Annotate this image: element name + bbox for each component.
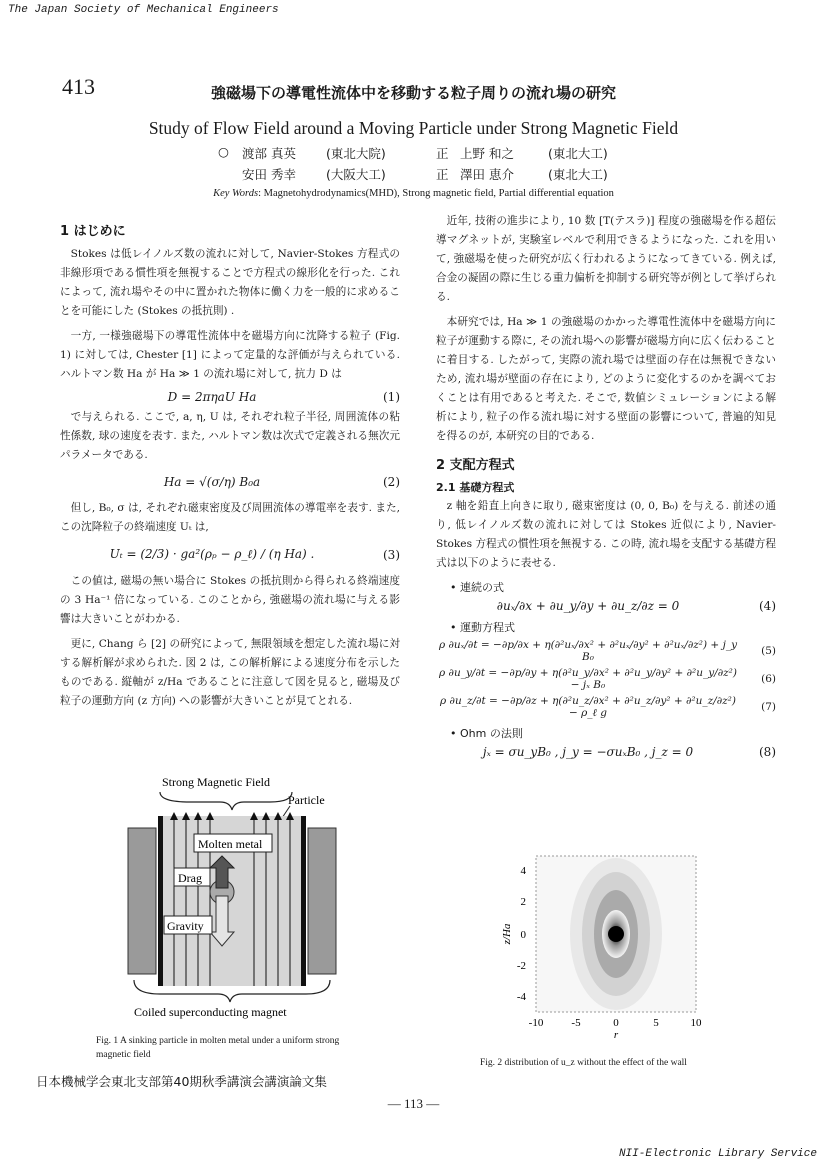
equation-8 [436, 745, 776, 759]
magnet-left [128, 828, 156, 974]
equation-body: ρ ∂u_y/∂t = −∂p/∂y + η(∂²u_y/∂x² + ∂²u_y/∂y² + ∂²u_y/∂z²) − jₓ B₀ [439, 667, 737, 691]
equation-6 [436, 667, 776, 691]
equation-2 [60, 475, 400, 489]
paper-number: 413 [62, 74, 95, 99]
equation-number: (5) [761, 645, 776, 657]
equation-number: (6) [761, 673, 776, 685]
equation-number: (1) [383, 390, 400, 404]
y-tick: -2 [516, 960, 526, 972]
author-name: 安田 秀幸 [242, 167, 296, 182]
x-tick: 5 [653, 1017, 659, 1029]
equation-body: ∂uₓ/∂x + ∂u_y/∂y + ∂u_z/∂z = 0 [496, 599, 680, 613]
proceedings-title: 日本機械学会東北支部第40期秋季講演会講演論文集 [36, 1074, 327, 1089]
author-name: 澤田 恵介 [460, 167, 514, 182]
figure-1-caption: Fig. 1 A sinking particle in molten metal under a uniform strong magnetic field [96, 1036, 340, 1060]
x-axis-label: r [613, 1029, 619, 1040]
page-number: — 113 — [387, 1096, 440, 1111]
paragraph: 更に, Chang ら [2] の研究によって, 無限領域を想定した流れ場に対する解析解が求められた. 図 2 は, この解析解による速度分布を示したものである. 縦軸が z/Ha であることに注意して図を見ると, 磁場及び粒子の運動方向 (z 方向) への影響が大きいことが見てとれる. [60, 638, 400, 707]
equation-7 [436, 695, 776, 719]
fig1-label-magnet: Coiled superconducting magnet [134, 1005, 287, 1019]
equation-body: ρ ∂uₓ/∂t = −∂p/∂x + η(∂²uₓ/∂x² + ∂²uₓ/∂y² + ∂²uₓ/∂z²) + j_y B₀ [438, 639, 738, 663]
fig1-label-field: Strong Magnetic Field [162, 775, 270, 789]
author-affiliation: (東北大院) [326, 146, 386, 161]
running-header: The Japan Society of Mechanical Engineers [8, 4, 279, 16]
bullet-continuity: • 連続の式 [450, 581, 504, 594]
particle-marker [608, 926, 624, 942]
author-affiliation: (大阪大工) [326, 167, 386, 182]
figure-1-diagram [120, 772, 350, 1022]
author-list [218, 144, 608, 183]
right-column [436, 212, 776, 763]
author-affiliation: (東北大工) [548, 167, 608, 182]
subsection-heading: 2.1 基礎方程式 [436, 481, 515, 494]
equation-1 [60, 390, 400, 404]
equation-body: Uₜ = (2/3) · ga²(ρₚ − ρ_ℓ) / (η Ha) . [109, 547, 315, 561]
fig1-label-drag: Drag [178, 871, 202, 885]
crucible-wall-right [301, 816, 306, 986]
paragraph: 本研究では, Ha ≫ 1 の強磁場のかかった導電性流体中を磁場方向に粒子が運動する際に, その流れ場への影響が磁場方向に広く伝わることに着目する. したがって, 実際の流れ場では壁面の存在は無視できないため, 流れ場が壁面の存在により, どのように変化するのかを調べておくことは有用であると考えた. そこで, 数値シミュレーションによる解析により, 粒子の作る流れ場に対する壁面の影響について, 普遍的知見を得るのが, 本研究の目的である. [436, 316, 776, 442]
author-row [218, 165, 608, 183]
equation-body: D = 2πηaU Ha [167, 390, 257, 404]
equation-body: jₓ = σu_yB₀ , j_y = −σuₓB₀ , j_z = 0 [482, 745, 694, 759]
section-heading: 2 支配方程式 [436, 458, 515, 473]
keywords-label: Key Words [213, 188, 259, 199]
running-footer: NII-Electronic Library Service [618, 1148, 817, 1160]
member-mark: 正 [436, 167, 449, 182]
title-japanese: 強磁場下の導電性流体中を移動する粒子周りの流れ場の研究 [210, 84, 616, 102]
paragraph: で与えられる. ここで, a, η, U は, それぞれ粒子半径, 周囲流体の粘性係数, 球の速度を表す. また, ハルトマン数は次式で定義される無次元パラメータである. [60, 411, 400, 461]
paragraph: Stokes は低レイノルズ数の流れに対して, Navier-Stokes 方程式の非線形項である慣性項を無視することで方程式の線形化を行った. これによって, 流れ場やその中に置かれた物体に働く力を一般的に求めることを可能にした (Stokes の抵抗則) . [60, 248, 400, 317]
keywords-text: : Magnetohydrodynamics(MHD), Strong magnetic field, Partial differential equation [258, 188, 614, 199]
figure-2-caption: Fig. 2 distribution of u_z without the effect of the wall [480, 1058, 687, 1068]
fig1-label-gravity: Gravity [167, 919, 204, 933]
magnet-right [308, 828, 336, 974]
paragraph: この値は, 磁場の無い場合に Stokes の抵抗則から得られる終端速度の 3 Ha⁻¹ 倍になっている. このことから, 強磁場の流れ場に与える影響は大きいことがわかる. [60, 575, 400, 625]
fig1-label-particle: Particle [288, 793, 325, 807]
crucible-wall-left [158, 816, 163, 986]
paragraph: z 軸を鉛直上向きに取り, 磁束密度は (0, 0, B₀) を与える. 前述の通り, 低レイノルズ数の流れに対しては Stokes 近似により, Navier-Stokes 方程式の慣性項を無視する. この時, 流れ場を支配する基礎方程式は以下のように表せる. [436, 500, 776, 569]
field-brace [160, 792, 292, 810]
equation-number: (3) [383, 547, 400, 562]
author-name: 上野 和之 [460, 146, 514, 161]
left-column [60, 212, 400, 717]
paragraph: 近年, 技術の進歩により, 10 数 [T(テスラ)] 程度の強磁場を作る超伝導マグネットが, 実験室レベルで利用できるようになった. これを用いて, 強磁場を使った研究が広く行われるようになってきている. 例えば, 合金の凝固の際に生じる重力偏析を抑制する研究等が例として挙げられる. [436, 215, 776, 303]
bullet-momentum: • 運動方程式 [450, 621, 515, 634]
paragraph: 但し, B₀, σ は, それぞれ磁束密度及び周囲流体の導電率を表す. また, この沈降粒子の終端速度 Uₜ は, [60, 502, 400, 533]
equation-number: (4) [759, 599, 776, 613]
equation-number: (2) [383, 475, 400, 489]
author-name: 渡部 真英 [242, 146, 296, 161]
x-tick: -10 [528, 1017, 544, 1029]
bullet-ohm: • Ohm の法則 [450, 727, 523, 740]
equation-5 [436, 639, 776, 663]
section-heading: 1 はじめに [60, 224, 126, 239]
equation-body: ρ ∂u_z/∂t = −∂p/∂z + η(∂²u_z/∂x² + ∂²u_z/∂y² + ∂²u_z/∂z²) − ρ_ℓ g [440, 695, 736, 719]
equation-4 [436, 599, 776, 613]
equation-number: (8) [759, 745, 776, 759]
y-tick: -4 [516, 991, 526, 1003]
x-tick: -5 [571, 1017, 581, 1029]
equation-number: (7) [761, 701, 776, 713]
figure-2-contour-plot [500, 850, 720, 1040]
presenter-mark: ○ [218, 144, 229, 159]
paragraph: 一方, 一様強磁場下の導電性流体中を磁場方向に沈降する粒子 (Fig. 1) に対しては, Chester [1] によって定量的な評価が与えられている. ハルトマン数 Ha が Ha ≫ 1 の流れ場に対して, 抗力 D は [60, 330, 400, 380]
y-tick: 4 [520, 865, 526, 877]
presenter-mark [218, 165, 242, 183]
x-tick: 0 [613, 1017, 619, 1029]
title-english: Study of Flow Field around a Moving Particle under Strong Magnetic Field [148, 118, 679, 138]
y-tick: 2 [520, 896, 526, 908]
equation-3 [60, 547, 400, 562]
keywords [0, 188, 827, 199]
author-affiliation: (東北大工) [548, 146, 608, 161]
y-axis-label: z/Ha [501, 923, 513, 945]
author-row [218, 144, 608, 162]
y-tick: 0 [520, 929, 526, 941]
equation-body: Ha = √(σ/η) B₀a [163, 475, 261, 489]
member-mark: 正 [436, 146, 449, 161]
fig1-label-metal: Molten metal [198, 837, 263, 851]
x-tick: 10 [690, 1017, 702, 1029]
